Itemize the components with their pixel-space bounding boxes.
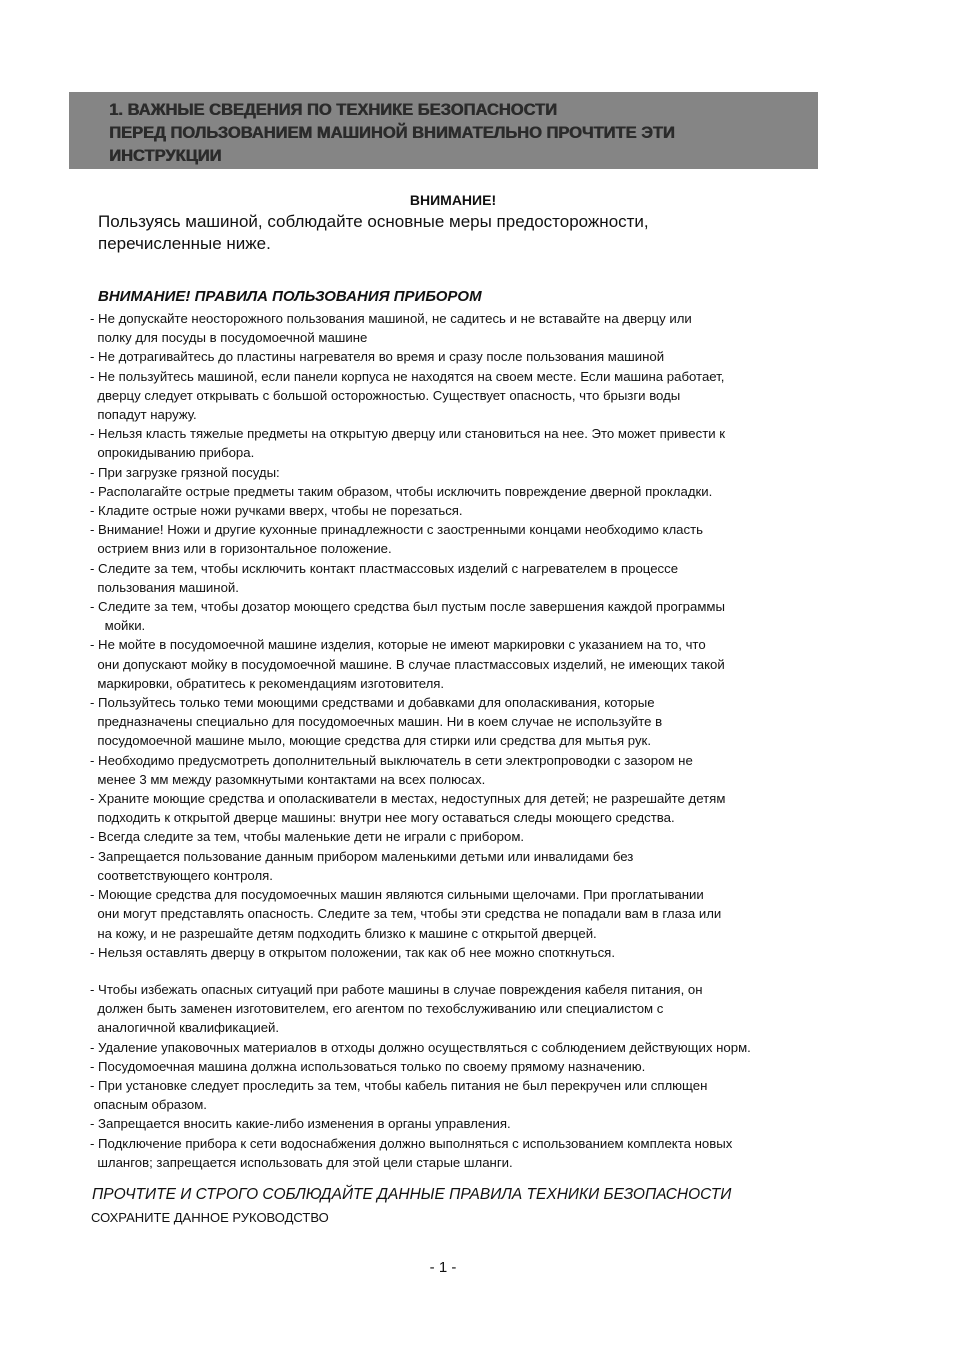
rule-line: менее 3 мм между разомкнутыми контактами на всех полюсах. — [90, 771, 486, 787]
rule-line: острием вниз или в горизонтальное положение. — [90, 541, 392, 557]
rule-line: - Подключение прибора к сети водоснабжения должно выполняться с использованием комплекта новых — [90, 1135, 733, 1151]
rule-line: предназначены специально для посудомоечных машин. Ни в коем случае не используйте в — [90, 714, 663, 730]
rule-line: - Нельзя оставлять дверцу в открытом положении, так как об нее можно споткнуться. — [90, 944, 615, 960]
rule-line: - Храните моющие средства и ополаскиватели в местах, недоступных для детей; не разрешайте детям — [90, 791, 726, 807]
rule-line: - Не допускайте неосторожного пользования машиной, не садитесь и не вставайте на дверцу или — [90, 311, 692, 326]
rule-line: - Запрещается вносить какие-либо изменения в органы управления. — [90, 1116, 511, 1132]
save-manual-note: СОХРАНИТЕ ДАННОЕ РУКОВОДСТВО — [91, 1210, 329, 1225]
rule-line: дверцу следует открывать с большой осторожностью. Существует опасность, что брызги воды — [90, 387, 681, 403]
rule-line: опрокидыванию прибора. — [90, 445, 255, 461]
rule-line: шлангов; запрещается использовать для этой цели старые шланги. — [90, 1154, 513, 1170]
rule-line: на кожу, и не разрешайте детям подходить близко к машине с открытой дверцей. — [90, 925, 597, 941]
rule-line: подходить к открытой дверце машины: внутри нее могу оставаться следы моющего средства. — [90, 810, 675, 826]
section-title: 1. ВАЖНЫЕ СВЕДЕНИЯ ПО ТЕХНИКЕ БЕЗОПАСНОСТИ ПЕРЕД ПОЛЬЗОВАНИЕМ МАШИНОЙ ВНИМАТЕЛЬНО ПРОЧТИТЕ ЭТИ ИНСТРУКЦИИ — [109, 101, 675, 165]
rule-line: - Всегда следите за тем, чтобы маленькие дети не играли с прибором. — [90, 829, 525, 845]
rule-line: пользования машиной. — [90, 579, 239, 595]
section-header-band — [69, 92, 818, 169]
rule-line: - Запрещается пользование данным прибором маленькими детьми или инвалидами без — [90, 848, 634, 864]
rule-line: аналогичной квалификацией. — [90, 1020, 280, 1036]
attention-text: ВНИМАНИЕ! — [409, 192, 497, 208]
rules-list-2 — [90, 980, 830, 1172]
rule-line: - Располагайте острые предметы таким образом, чтобы исключить повреждение дверной прокладки. — [90, 483, 713, 499]
rule-line: - Посудомоечная машина должна использоваться только по своему прямому назначению. — [90, 1058, 646, 1074]
rule-line: должен быть заменен изготовителем, его агентом по техобслуживанию или специалистом с — [90, 1001, 664, 1017]
rule-line: попадут наружу. — [90, 407, 197, 423]
rule-line: - Чтобы избежать опасных ситуаций при работе машины в случае повреждения кабеля питания, он — [90, 982, 703, 997]
rule-line: - Необходимо предусмотреть дополнительный выключатель в сети электропроводки с зазором не — [90, 752, 693, 768]
rule-line: соответствующего контроля. — [90, 867, 273, 883]
rule-line: полку для посуды в посудомоечной машине — [90, 330, 368, 346]
rule-line: - При установке следует проследить за тем, чтобы кабель питания не был перекручен или сплющен — [90, 1078, 708, 1094]
attention-label — [0, 192, 954, 208]
rule-line: - Внимание! Ножи и другие кухонные принадлежности с заостренными концами необходимо класть — [90, 522, 703, 538]
rule-line: - Моющие средства для посудомоечных машин являются сильными щелочами. При проглатывании — [90, 887, 704, 903]
rule-line: - Кладите острые ножи ручками вверх, чтобы не порезаться. — [90, 503, 463, 519]
rule-line: маркировки, обратитесь к рекомендациям изготовителя. — [90, 675, 445, 691]
rule-line: - Удаление упаковочных материалов в отходы должно осуществляться с соблюдением действующих норм. — [90, 1039, 751, 1055]
rule-line: они допускают мойку в посудомоечной машине. В случае пластмассовых изделий, не имеющих такой — [90, 656, 725, 672]
rules-heading: ВНИМАНИЕ! ПРАВИЛА ПОЛЬЗОВАНИЯ ПРИБОРОМ — [98, 288, 482, 305]
intro-paragraph: Пользуясь машиной, соблюдайте основные меры предосторожности, перечисленные ниже. — [98, 212, 649, 253]
rule-line: - Нельзя класть тяжелые предметы на открытую дверцу или становиться на нее. Это может привести к — [90, 426, 726, 442]
closing-warning: ПРОЧТИТЕ И СТРОГО СОБЛЮДАЙТЕ ДАННЫЕ ПРАВИЛА ТЕХНИКИ БЕЗОПАСНОСТИ — [92, 1186, 732, 1203]
rule-line: они могут представлять опасность. Следите за тем, чтобы эти средства не попадали вам в глаза или — [90, 906, 722, 922]
rule-line: - Не пользуйтесь машиной, если панели корпуса не находятся на своем месте. Если машина работает, — [90, 368, 725, 384]
rule-line: - Следите за тем, чтобы дозатор моющего средства был пустым после завершения каждой программы — [90, 599, 725, 615]
rule-line: мойки. — [90, 618, 146, 634]
rule-line: опасным образом. — [90, 1097, 207, 1113]
rule-line: - Не дотрагивайтесь до пластины нагревателя во время и сразу после пользования машиной — [90, 349, 665, 365]
rule-line: - Следите за тем, чтобы исключить контакт пластмассовых изделий с нагревателем в процессе — [90, 560, 679, 576]
page-number: - 1 - — [429, 1259, 457, 1276]
rule-line: - При загрузке грязной посуды: — [90, 464, 280, 480]
rule-line: - Пользуйтесь только теми моющими средствами и добавками для ополаскивания, которые — [90, 695, 655, 711]
rule-line: - Не мойте в посудомоечной машине изделия, которые не имеют маркировки с указанием на то, что — [90, 637, 706, 653]
rule-line: посудомоечной машине мыло, моющие средства для стирки или средства для мытья рук. — [90, 733, 651, 749]
rules-list — [90, 309, 830, 962]
